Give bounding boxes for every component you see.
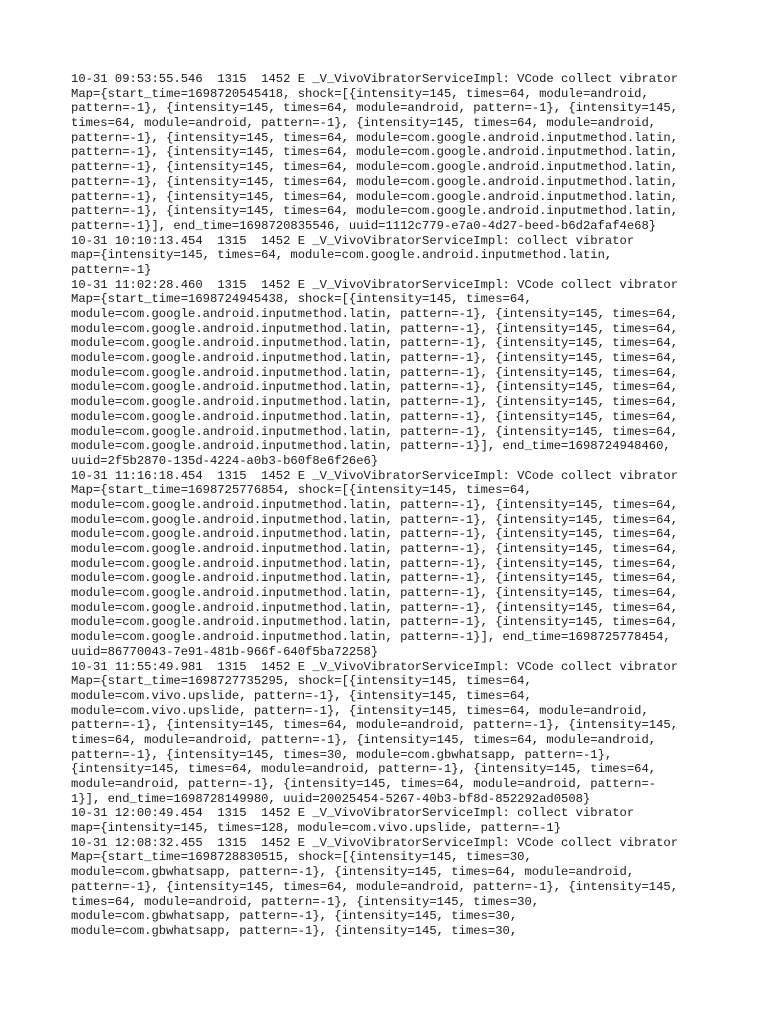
log-line: module=com.google.android.inputmethod.latin, pattern=-1}, {intensity=145, times=64, bbox=[71, 512, 679, 527]
log-line: pattern=-1}, {intensity=145, times=30, module=com.gbwhatsapp, pattern=-1}, bbox=[71, 747, 613, 762]
log-line: map={intensity=145, times=64, module=com.google.android.inputmethod.latin, bbox=[71, 248, 613, 263]
log-line: uuid=2f5b2870-135d-4224-a0b3-b60f8e6f26e6} bbox=[71, 453, 379, 468]
log-line: 10-31 10:10:13.454 1315 1452 E _V_VivoVibratorServiceImpl: collect vibrator bbox=[71, 233, 635, 248]
log-line: 10-31 11:16:18.454 1315 1452 E _V_VivoVibratorServiceImpl: VCode collect vibrator bbox=[71, 468, 679, 483]
log-line: module=com.vivo.upslide, pattern=-1}, {intensity=145, times=64, bbox=[71, 688, 532, 703]
log-line: Map={start_time=1698728830515, shock=[{intensity=145, times=30, bbox=[71, 850, 532, 865]
log-line: pattern=-1}, {intensity=145, times=64, module=android, pattern=-1}, {intensity=145, bbox=[71, 718, 679, 733]
log-line: module=com.google.android.inputmethod.latin, pattern=-1}, {intensity=145, times=64, bbox=[71, 307, 679, 321]
log-line: map={intensity=145, times=128, module=com.vivo.upslide, pattern=-1} bbox=[71, 821, 562, 836]
log-line: 10-31 12:00:49.454 1315 1452 E _V_VivoVibratorServiceImpl: collect vibrator bbox=[71, 806, 635, 821]
log-line: 10-31 11:02:28.460 1315 1452 E _V_VivoVibratorServiceImpl: VCode collect vibrator bbox=[71, 277, 679, 292]
log-line: module=com.google.android.inputmethod.latin, pattern=-1}, {intensity=145, times=64, bbox=[71, 351, 679, 366]
log-line: uuid=86770043-7e91-481b-966f-640f5ba72258} bbox=[71, 644, 379, 659]
log-line: module=com.google.android.inputmethod.latin, pattern=-1}, {intensity=145, times=64, bbox=[71, 586, 679, 601]
log-line: {intensity=145, times=64, module=android, pattern=-1}, {intensity=145, times=64, bbox=[71, 762, 657, 777]
log-line: times=64, module=android, pattern=-1}, {intensity=145, times=64, module=android, bbox=[71, 116, 657, 131]
log-line: Map={start_time=1698727735295, shock=[{intensity=145, times=64, bbox=[71, 674, 532, 689]
log-line: pattern=-1}, {intensity=145, times=64, module=android, pattern=-1}, {intensity=145, bbox=[71, 101, 679, 116]
log-line: module=com.google.android.inputmethod.latin, pattern=-1}, {intensity=145, times=64, bbox=[71, 542, 679, 556]
log-line: pattern=-1}, {intensity=145, times=64, module=com.google.android.inputmethod.latin, bbox=[71, 174, 679, 189]
log-line: module=android, pattern=-1}, {intensity=145, times=64, module=android, pattern=- bbox=[71, 777, 657, 791]
log-line: module=com.google.android.inputmethod.latin, pattern=-1}, {intensity=145, times=64, bbox=[71, 395, 679, 410]
log-line: Map={start_time=1698720545418, shock=[{intensity=145, times=64, module=android, bbox=[71, 86, 649, 101]
log-line: 10-31 09:53:55.546 1315 1452 E _V_VivoVibratorServiceImpl: VCode collect vibrator bbox=[71, 72, 679, 86]
log-line: module=com.gbwhatsapp, pattern=-1}, {intensity=145, times=64, module=android, bbox=[71, 865, 635, 880]
log-line: module=com.google.android.inputmethod.latin, pattern=-1}, {intensity=145, times=64, bbox=[71, 365, 679, 380]
log-line: Map={start_time=1698725776854, shock=[{intensity=145, times=64, bbox=[71, 483, 532, 498]
log-line: 1}], end_time=1698728149980, uuid=20025454-5267-40b3-bf8d-852292ad0508} bbox=[71, 791, 591, 806]
log-line: 10-31 12:08:32.455 1315 1452 E _V_VivoVibratorServiceImpl: VCode collect vibrator bbox=[71, 835, 679, 850]
log-line: Map={start_time=1698724945438, shock=[{intensity=145, times=64, bbox=[71, 292, 532, 307]
log-line: module=com.google.android.inputmethod.latin, pattern=-1}, {intensity=145, times=64, bbox=[71, 321, 679, 336]
log-line: module=com.google.android.inputmethod.latin, pattern=-1}, {intensity=145, times=64, bbox=[71, 615, 679, 630]
log-line: pattern=-1}, {intensity=145, times=64, module=com.google.android.inputmethod.latin, bbox=[71, 145, 679, 160]
log-line: pattern=-1} bbox=[71, 262, 152, 277]
log-line: times=64, module=android, pattern=-1}, {intensity=145, times=64, module=android, bbox=[71, 732, 657, 747]
log-line: pattern=-1}, {intensity=145, times=64, module=com.google.android.inputmethod.latin, bbox=[71, 189, 679, 204]
log-line: module=com.google.android.inputmethod.latin, pattern=-1}, {intensity=145, times=64, bbox=[71, 380, 679, 395]
log-line: module=com.google.android.inputmethod.latin, pattern=-1}, {intensity=145, times=64, bbox=[71, 336, 679, 351]
log-line: module=com.google.android.inputmethod.latin, pattern=-1}], end_time=1698724948460, bbox=[71, 439, 671, 454]
log-line: pattern=-1}], end_time=1698720835546, uuid=1112c779-e7a0-4d27-beed-b6d2afaf4e68} bbox=[71, 218, 657, 233]
log-line: pattern=-1}, {intensity=145, times=64, module=android, pattern=-1}, {intensity=145, bbox=[71, 879, 679, 894]
log-line: pattern=-1}, {intensity=145, times=64, module=com.google.android.inputmethod.latin, bbox=[71, 130, 679, 145]
log-document bbox=[71, 72, 711, 939]
log-line: module=com.vivo.upslide, pattern=-1}, {intensity=145, times=64, module=android, bbox=[71, 703, 649, 718]
log-line: times=64, module=android, pattern=-1}, {intensity=145, times=30, bbox=[71, 894, 540, 909]
log-line: module=com.google.android.inputmethod.latin, pattern=-1}], end_time=1698725778454, bbox=[71, 630, 671, 645]
log-line: module=com.gbwhatsapp, pattern=-1}, {intensity=145, times=30, bbox=[71, 909, 518, 924]
log-line: module=com.google.android.inputmethod.latin, pattern=-1}, {intensity=145, times=64, bbox=[71, 600, 679, 615]
log-line: module=com.google.android.inputmethod.latin, pattern=-1}, {intensity=145, times=64, bbox=[71, 409, 679, 424]
log-line: module=com.google.android.inputmethod.latin, pattern=-1}, {intensity=145, times=64, bbox=[71, 424, 679, 439]
log-line: module=com.google.android.inputmethod.latin, pattern=-1}, {intensity=145, times=64, bbox=[71, 571, 679, 586]
log-line: module=com.gbwhatsapp, pattern=-1}, {intensity=145, times=30, bbox=[71, 923, 518, 938]
log-line: 10-31 11:55:49.981 1315 1452 E _V_VivoVibratorServiceImpl: VCode collect vibrator bbox=[71, 659, 679, 674]
log-line: pattern=-1}, {intensity=145, times=64, module=com.google.android.inputmethod.latin, bbox=[71, 204, 679, 219]
log-line: module=com.google.android.inputmethod.latin, pattern=-1}, {intensity=145, times=64, bbox=[71, 527, 679, 542]
log-line: module=com.google.android.inputmethod.latin, pattern=-1}, {intensity=145, times=64, bbox=[71, 556, 679, 571]
log-line: pattern=-1}, {intensity=145, times=64, module=com.google.android.inputmethod.latin, bbox=[71, 160, 679, 175]
log-line: module=com.google.android.inputmethod.latin, pattern=-1}, {intensity=145, times=64, bbox=[71, 497, 679, 512]
